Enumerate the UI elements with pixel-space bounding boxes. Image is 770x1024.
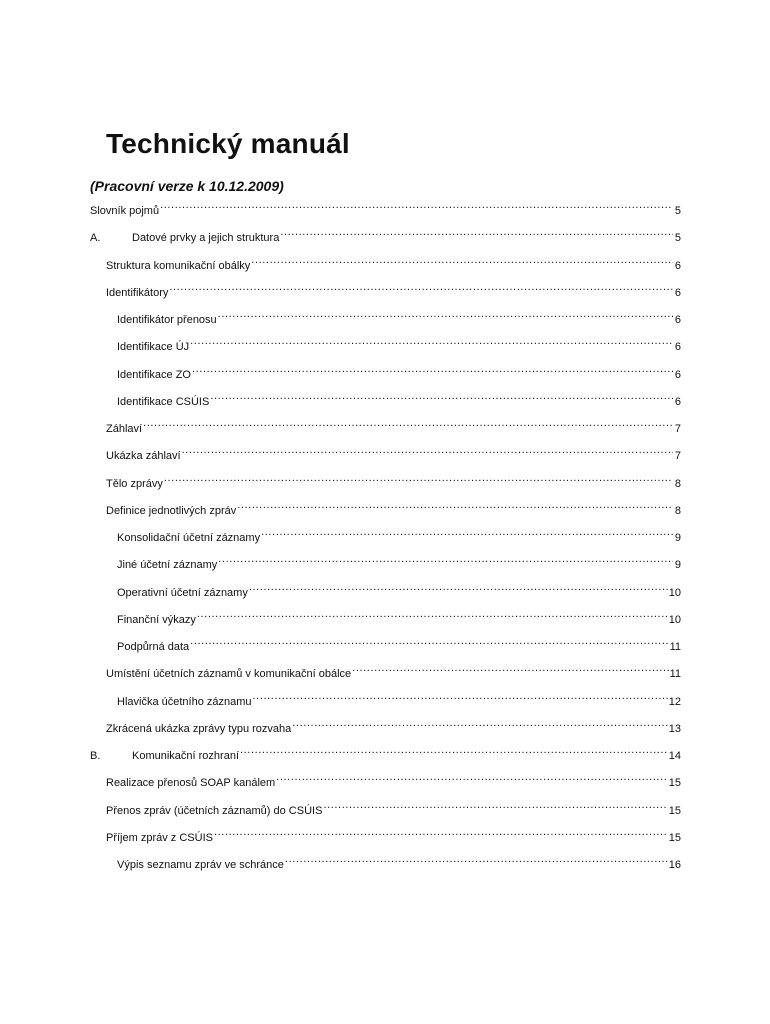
toc-entry-label: Tělo zprávy [106, 477, 163, 490]
toc-entry-page-number: 14 [668, 750, 681, 762]
toc-entry[interactable] [117, 550, 681, 572]
toc-entry-page-number: 7 [674, 423, 681, 435]
toc-entry-label: Umístění účetních záznamů v komunikační obálce [106, 668, 352, 681]
toc-entry-label: Operativní účetní záznamy [117, 586, 248, 599]
toc-entry[interactable] [106, 496, 681, 517]
toc-entry-page-number: 15 [668, 831, 681, 844]
toc-dot-leader [352, 659, 668, 677]
toc-entry-page-number: 15 [668, 777, 681, 790]
toc-dot-leader [190, 332, 673, 350]
toc-entry-label: Datové prvky a jejich struktura [132, 232, 280, 245]
toc-entry[interactable] [117, 387, 681, 408]
toc-entry-label: Jiné účetní záznamy [117, 559, 218, 572]
toc-dot-leader [237, 496, 673, 514]
toc-entry-page-number: 6 [674, 368, 681, 381]
toc-entry-label: Identifikace ZO [117, 368, 191, 381]
toc-entry-label: Komunikační rozhraní [132, 750, 239, 762]
toc-dot-leader [240, 741, 668, 759]
toc-entry-page-number: 5 [674, 205, 681, 217]
toc-entry-label: Identifikace ÚJ [117, 341, 190, 354]
toc-entry-page-number: 16 [668, 859, 681, 871]
toc-dot-leader [276, 768, 668, 786]
toc-entry[interactable] [90, 196, 681, 217]
toc-dot-leader [169, 278, 673, 296]
toc-entry-label: Slovník pojmů [90, 205, 160, 217]
toc-entry[interactable] [117, 360, 681, 381]
toc-entry[interactable] [117, 687, 681, 708]
toc-entry-label: Identifikátor přenosu [117, 314, 217, 326]
toc-dot-leader [182, 441, 673, 459]
toc-entry[interactable] [106, 251, 681, 272]
toc-entry[interactable] [90, 223, 681, 245]
toc-dot-leader [218, 305, 673, 323]
toc-entry-label: Realizace přenosů SOAP kanálem [106, 777, 276, 790]
toc-entry[interactable] [106, 714, 681, 735]
toc-entry-page-number: 6 [674, 286, 681, 299]
toc-entry-page-number: 5 [674, 232, 681, 245]
toc-dot-leader [210, 387, 673, 405]
toc-entry-page-number: 9 [674, 559, 681, 572]
toc-entry-page-number: 9 [674, 532, 681, 544]
toc-dot-leader [197, 605, 668, 623]
toc-entry[interactable] [117, 632, 681, 653]
toc-entry-number: A. [90, 232, 101, 245]
toc-dot-leader [285, 850, 668, 868]
toc-entry-label: Přenos zpráv (účetních záznamů) do CSÚIS [106, 804, 323, 817]
toc-entry-label: Záhlaví [106, 423, 143, 435]
toc-dot-leader [249, 578, 668, 596]
toc-entry-page-number: 6 [674, 341, 681, 354]
toc-entry-label: Výpis seznamu zpráv ve schránce [117, 859, 284, 871]
toc-entry[interactable] [106, 469, 681, 490]
toc-entry-label: Struktura komunikační obálky [106, 259, 251, 272]
toc-entry-number: B. [90, 750, 101, 762]
toc-entry-label: Zkrácená ukázka zprávy typu rozvaha [106, 722, 292, 735]
toc-dot-leader [214, 823, 668, 841]
toc-dot-leader [190, 632, 668, 650]
toc-dot-leader [218, 550, 673, 568]
toc-entry[interactable] [117, 605, 681, 626]
toc-entry[interactable] [117, 305, 681, 326]
toc-entry-label: Identifikace CSÚIS [117, 395, 210, 408]
toc-entry-page-number: 8 [674, 504, 681, 517]
toc-entry[interactable] [106, 659, 681, 681]
toc-dot-leader [261, 523, 673, 541]
toc-entry[interactable] [106, 441, 681, 463]
toc-entry[interactable] [117, 850, 681, 871]
toc-entry-page-number: 7 [674, 450, 681, 463]
toc-entry[interactable] [117, 332, 681, 354]
toc-entry-page-number: 6 [674, 395, 681, 408]
toc-entry-label: Podpůrná data [117, 641, 190, 653]
document-subtitle: (Pracovní verze k 10.12.2009) [90, 178, 284, 194]
toc-entry-label: Identifikátory [106, 286, 169, 299]
toc-entry-page-number: 13 [668, 722, 681, 735]
toc-entry[interactable] [106, 278, 681, 299]
toc-entry-page-number: 11 [669, 641, 681, 653]
toc-entry[interactable] [117, 523, 681, 544]
toc-entry-page-number: 6 [674, 314, 681, 326]
toc-entry-label: Hlavička účetního záznamu [117, 695, 252, 708]
toc-dot-leader [160, 196, 673, 214]
toc-entry-page-number: 6 [674, 259, 681, 272]
toc-entry-label: Definice jednotlivých zpráv [106, 504, 237, 517]
toc-dot-leader [253, 687, 668, 705]
toc-entry-page-number: 12 [668, 695, 681, 708]
toc-entry-label: Finanční výkazy [117, 613, 196, 626]
toc-entry[interactable] [90, 741, 681, 762]
toc-entry[interactable] [106, 768, 681, 790]
toc-entry-label: Příjem zpráv z CSÚIS [106, 831, 213, 844]
toc-entry-label: Konsolidační účetní záznamy [117, 532, 261, 544]
toc-dot-leader [323, 796, 667, 814]
toc-entry[interactable] [106, 796, 681, 817]
toc-entry-page-number: 10 [668, 586, 681, 599]
toc-entry-page-number: 10 [668, 613, 681, 626]
toc-entry-page-number: 11 [669, 668, 681, 681]
toc-entry-page-number: 8 [674, 477, 681, 490]
toc-entry[interactable] [106, 823, 681, 844]
toc-dot-leader [164, 469, 673, 487]
toc-entry-page-number: 15 [668, 804, 681, 817]
toc-entry-label: Ukázka záhlaví [106, 450, 181, 463]
toc-dot-leader [192, 360, 673, 378]
document-title: Technický manuál [106, 128, 350, 159]
toc-entry[interactable] [106, 414, 681, 435]
toc-dot-leader [251, 251, 673, 269]
toc-dot-leader [292, 714, 667, 732]
toc-entry[interactable] [117, 578, 681, 599]
toc-dot-leader [143, 414, 673, 432]
toc-dot-leader [280, 223, 673, 241]
